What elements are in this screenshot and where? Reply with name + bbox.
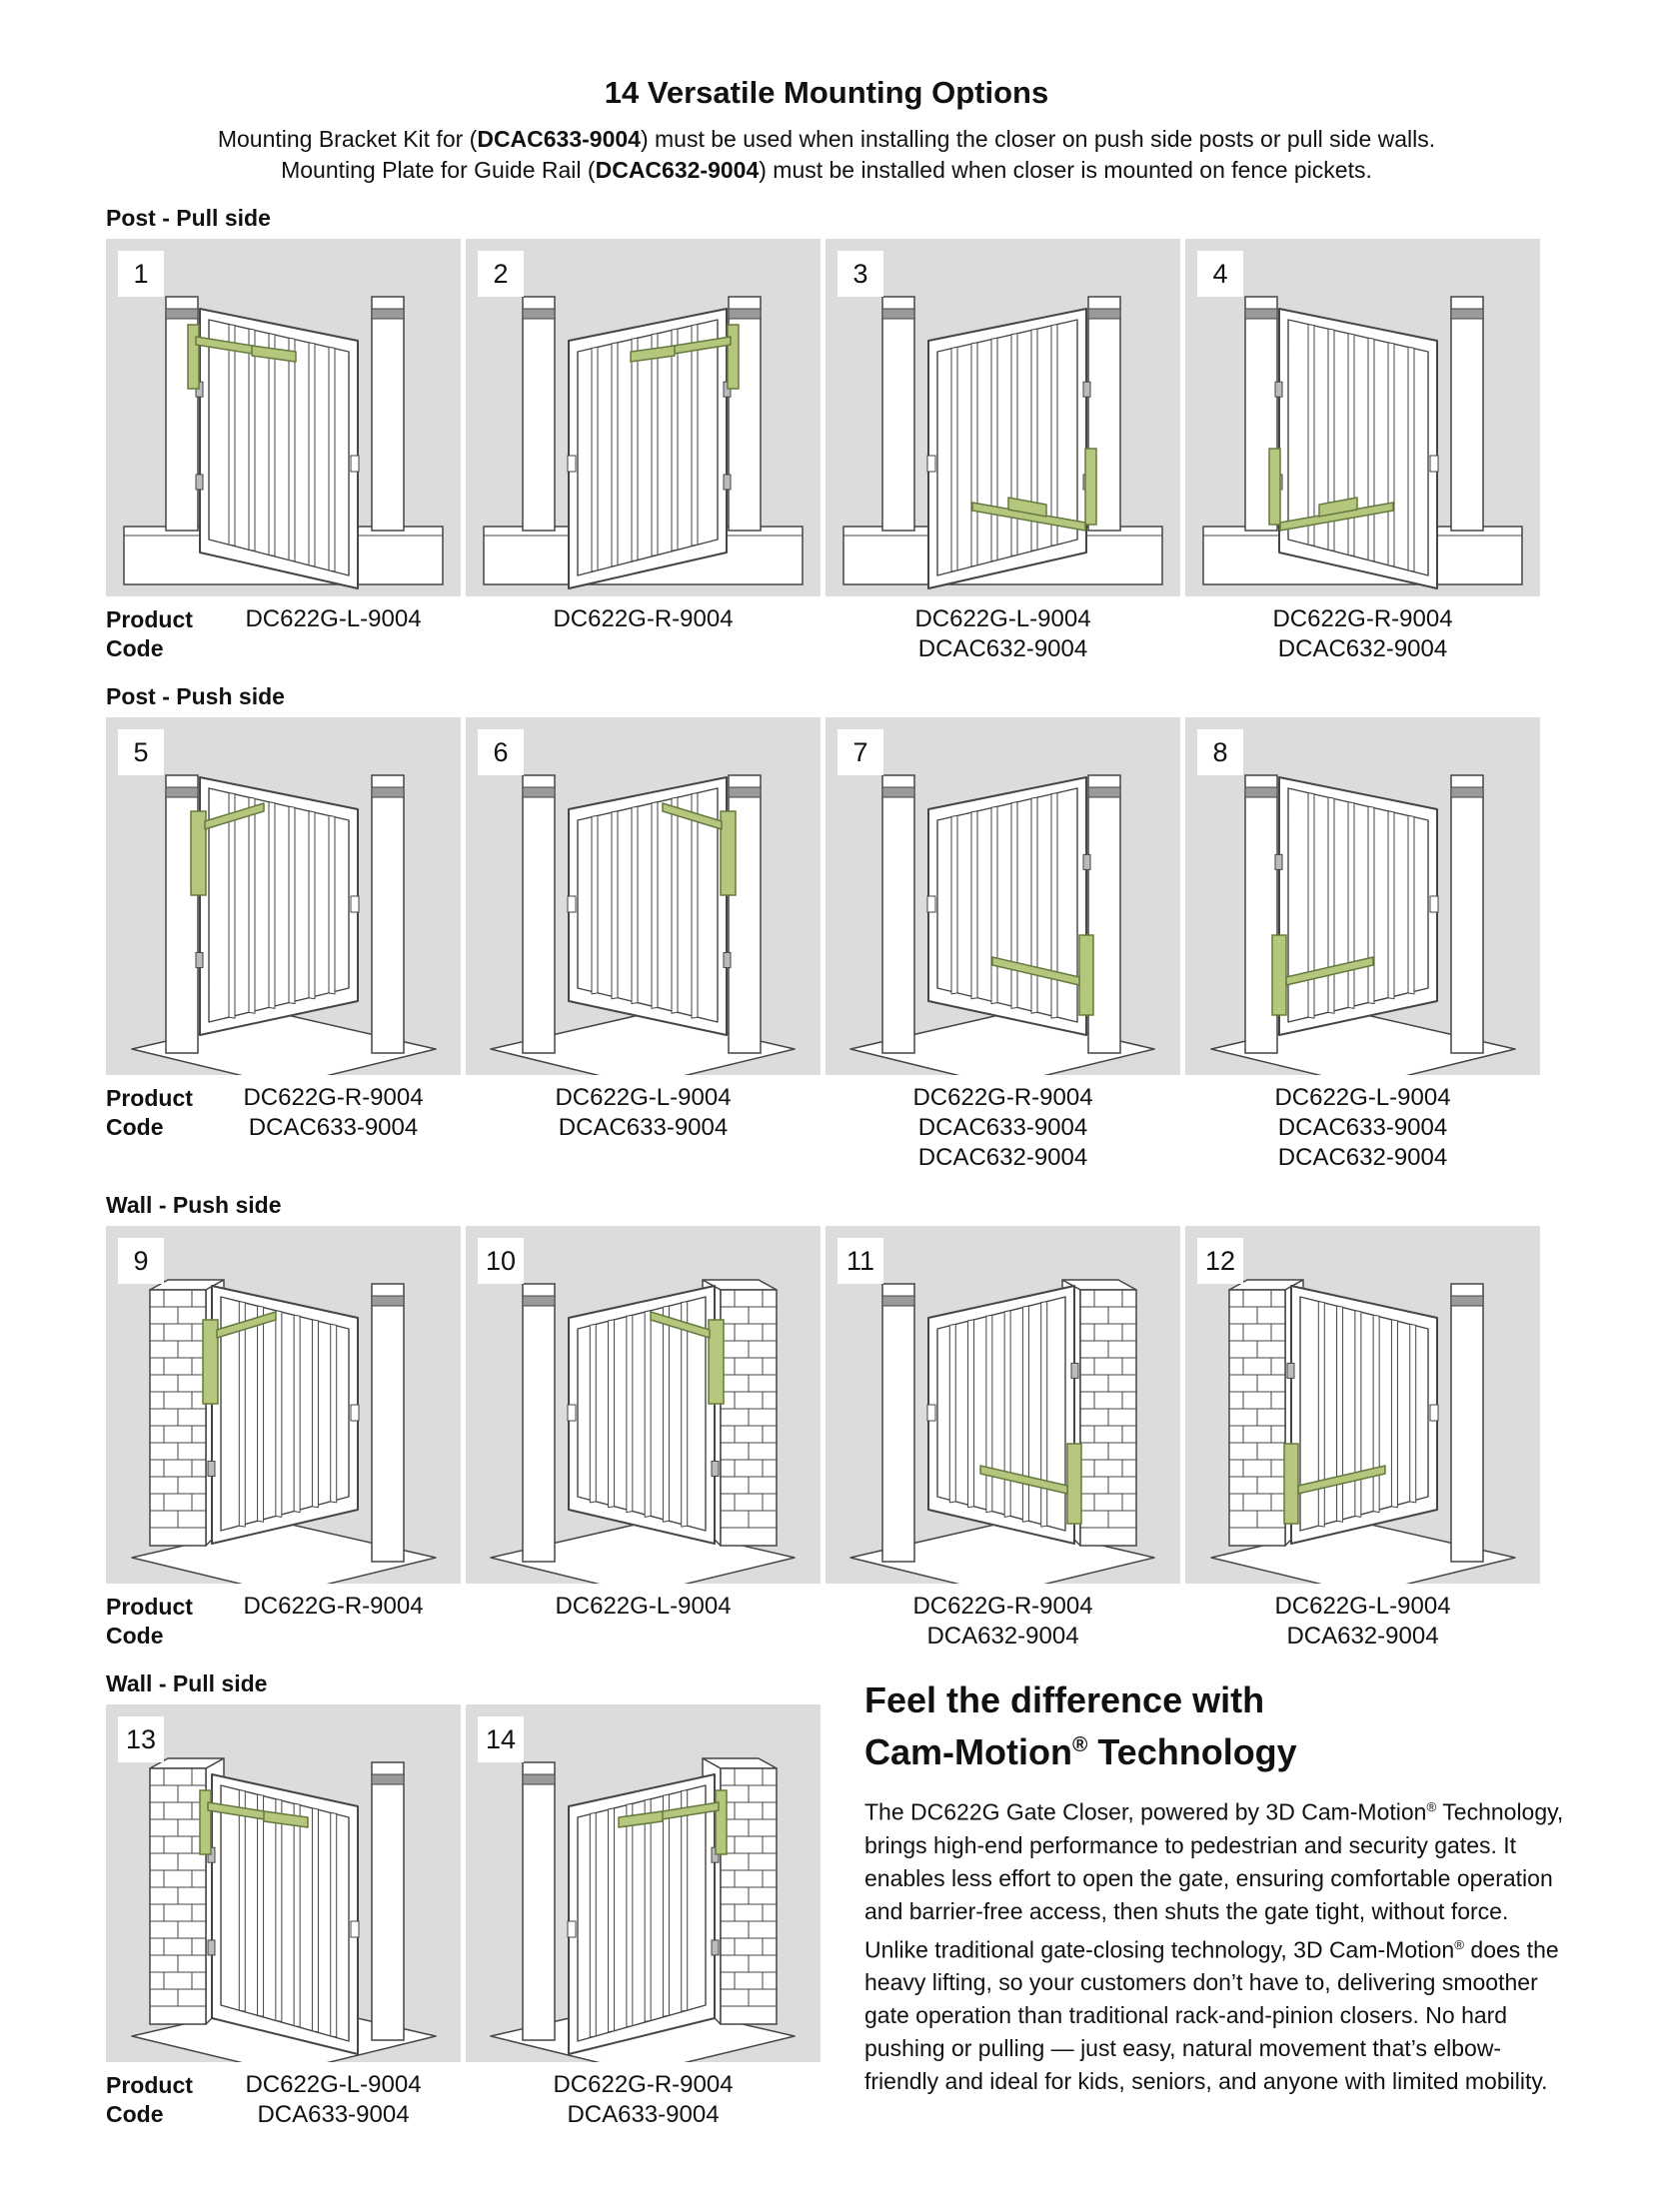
section-wall-pull-side	[0, 1669, 821, 2130]
section-post-push-side	[0, 682, 1653, 1173]
section-wall-push-side	[0, 1191, 1653, 1652]
feature-heading-line-1	[864, 1677, 1564, 1722]
option-number-badge: 6	[478, 729, 524, 775]
text-segment: The DC622G Gate Closer, powered by 3D Cam-Motion	[864, 1798, 1427, 1825]
option-number-badge: 14	[478, 1716, 524, 1762]
page-title: 14 Versatile Mounting Options	[604, 75, 1049, 110]
product-code-value: DCAC633-9004	[558, 1114, 729, 1141]
product-code-label-line: Code	[106, 2101, 164, 2127]
feature-heading	[864, 1677, 1564, 1774]
mounting-option-12	[1185, 1226, 1540, 1584]
product-codes-option-11	[826, 1592, 1180, 1652]
product-codes-option-3	[826, 604, 1180, 664]
product-code-value: DCAC632-9004	[1277, 635, 1448, 662]
product-code-value: DC622G-R-9004	[243, 1084, 424, 1111]
product-code-value: DC622G-R-9004	[243, 1593, 424, 1620]
mounting-option-1	[106, 239, 461, 596]
product-codes-option-4	[1185, 604, 1540, 664]
registered-mark: ®	[1426, 1799, 1437, 1814]
mounting-option-4	[1185, 239, 1540, 596]
bold-product-code: DCAC632-9004	[595, 157, 760, 183]
product-codes-option-8	[1185, 1083, 1540, 1173]
option-number-badge: 10	[478, 1238, 524, 1284]
options-grid-post-pull	[106, 239, 1653, 596]
text-segment: does the heavy lifting, so your customers don’t have to, delivering smoother gate operation than traditional rack-and-pinion closers. No hard pushing or pulling — just easy, natural movement that’s elbow-friendly and ideal for kids, seniors, and anyone with limited mobility.	[864, 1936, 1559, 2095]
product-code-value: DCAC632-9004	[917, 1144, 1088, 1171]
feature-paragraph-2	[864, 1928, 1564, 2099]
product-code-value: DC622G-R-9004	[553, 2071, 734, 2098]
product-code-label-line: Code	[106, 1623, 164, 1649]
text-segment: Technology, brings high-end performance to pedestrian and security gates. It enables less effort to open the gate, ensuring comfortable operation and barrier-free access, then shuts the gate tight, without force.	[864, 1798, 1564, 1924]
product-code-label	[106, 605, 193, 663]
text-segment: Feel the difference with	[864, 1679, 1265, 1720]
product-code-label	[106, 1593, 193, 1651]
product-code-value: DCAC632-9004	[1277, 1144, 1448, 1171]
mounting-option-13	[106, 1704, 461, 2062]
mounting-option-6	[466, 717, 821, 1075]
product-codes-option-14	[466, 2070, 821, 2130]
product-code-label-line: Code	[106, 1114, 164, 1140]
registered-mark: ®	[1454, 1936, 1465, 1952]
option-number-badge: 12	[1197, 1238, 1243, 1284]
options-grid-wall-pull	[106, 1704, 821, 2062]
product-code-value: DC622G-R-9004	[553, 605, 734, 632]
option-number-badge: 7	[837, 729, 883, 775]
mounting-option-9	[106, 1226, 461, 1584]
product-code-value: DCA632-9004	[1286, 1623, 1439, 1650]
product-code-value: DC622G-L-9004	[1274, 1593, 1451, 1620]
product-code-label-line: Product	[106, 2072, 193, 2098]
text-segment: Unlike traditional gate-closing technology, 3D Cam-Motion	[864, 1936, 1455, 1963]
bottom-row	[0, 1669, 1653, 2130]
feature-paragraph-1	[864, 1790, 1564, 1928]
product-code-value: DC622G-L-9004	[245, 605, 422, 632]
option-number-badge: 13	[118, 1716, 164, 1762]
text-segment: ) must be used when installing the closer on push side posts or pull side walls.	[640, 126, 1436, 152]
option-number-badge: 9	[118, 1238, 164, 1284]
section-label-post-push: Post - Push side	[106, 683, 285, 709]
mounting-option-7	[826, 717, 1180, 1075]
section-post-pull-side	[0, 204, 1653, 664]
product-codes-option-10	[466, 1592, 821, 1652]
product-code-value: DC622G-L-9004	[245, 2071, 422, 2098]
mounting-option-8	[1185, 717, 1540, 1075]
bold-product-code: DCAC633-9004	[477, 126, 641, 152]
option-number-badge: 2	[478, 251, 524, 297]
mounting-option-2	[466, 239, 821, 596]
product-code-label	[106, 1084, 193, 1142]
options-grid-wall-push	[106, 1226, 1653, 1584]
product-code-label-line: Product	[106, 606, 193, 632]
text-segment: Cam-Motion	[864, 1731, 1072, 1772]
intro-line-1	[0, 124, 1653, 155]
product-codes-row-wall-pull	[106, 2070, 821, 2130]
option-number-badge: 5	[118, 729, 164, 775]
product-code-value: DC622G-L-9004	[1274, 1084, 1451, 1111]
mounting-option-10	[466, 1226, 821, 1584]
section-label-post-pull: Post - Pull side	[106, 205, 271, 231]
product-codes-option-7	[826, 1083, 1180, 1173]
option-number-badge: 3	[837, 251, 883, 297]
product-code-value: DC622G-L-9004	[555, 1593, 732, 1620]
product-code-label-line: Product	[106, 1594, 193, 1620]
text-segment: Mounting Plate for Guide Rail (	[281, 157, 596, 183]
text-segment: ) must be installed when closer is mounted on fence pickets.	[759, 157, 1372, 183]
product-code-label	[106, 2071, 193, 2129]
product-code-value: DCAC633-9004	[248, 1114, 419, 1141]
registered-mark: ®	[1071, 1733, 1088, 1756]
product-code-value: DC622G-L-9004	[555, 1084, 732, 1111]
product-codes-option-2	[466, 604, 821, 664]
product-code-label-line: Code	[106, 635, 164, 661]
mounting-option-3	[826, 239, 1180, 596]
option-number-badge: 1	[118, 251, 164, 297]
product-codes-option-6	[466, 1083, 821, 1173]
product-code-value: DC622G-L-9004	[914, 605, 1091, 632]
mounting-option-5	[106, 717, 461, 1075]
option-number-badge: 8	[1197, 729, 1243, 775]
product-codes-row-wall-push	[106, 1592, 1653, 1652]
section-label-wall-push: Wall - Push side	[106, 1192, 282, 1218]
product-code-value: DC622G-R-9004	[1272, 605, 1453, 632]
product-codes-row-post-pull	[106, 604, 1653, 664]
text-segment: Mounting Bracket Kit for (	[217, 126, 478, 152]
text-segment: Technology	[1087, 1731, 1297, 1772]
option-number-badge: 4	[1197, 251, 1243, 297]
feature-heading-line-2	[864, 1722, 1564, 1774]
product-code-value: DCA632-9004	[926, 1623, 1079, 1650]
product-code-value: DCA633-9004	[567, 2101, 720, 2128]
product-code-value: DCAC632-9004	[917, 635, 1088, 662]
product-code-value: DCA633-9004	[257, 2101, 410, 2128]
feature-block	[864, 1669, 1564, 2130]
intro	[0, 124, 1653, 186]
product-codes-row-post-push	[106, 1083, 1653, 1173]
mounting-option-14	[466, 1704, 821, 2062]
product-code-value: DC622G-R-9004	[912, 1084, 1093, 1111]
option-number-badge: 11	[837, 1238, 883, 1284]
product-code-label-line: Product	[106, 1085, 193, 1111]
mounting-option-11	[826, 1226, 1180, 1584]
feature-paragraphs	[864, 1790, 1564, 2098]
page	[0, 74, 1653, 2130]
section-label-wall-pull: Wall - Pull side	[106, 1670, 268, 1696]
options-grid-post-push	[106, 717, 1653, 1075]
product-code-value: DCAC633-9004	[1277, 1114, 1448, 1141]
intro-line-2	[0, 155, 1653, 186]
product-code-value: DCAC633-9004	[917, 1114, 1088, 1141]
product-codes-option-12	[1185, 1592, 1540, 1652]
product-code-value: DC622G-R-9004	[912, 1593, 1093, 1620]
